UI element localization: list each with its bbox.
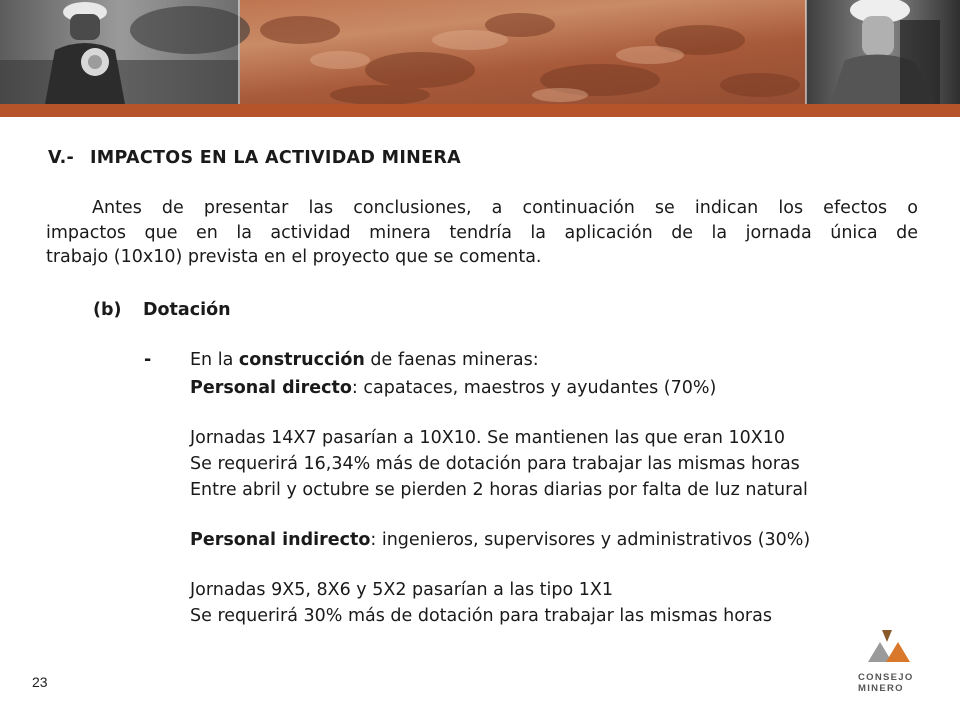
bullet-text (190, 348, 539, 372)
header-banner (0, 0, 960, 104)
direct-staff-line (190, 376, 716, 400)
direct-detail-line: Se requerirá 16,34% más de dotación para trabajar las mismas horas (190, 454, 800, 474)
bullet-dash: - (144, 350, 152, 370)
direct-detail-line: Jornadas 14X7 pasarían a 10X10. Se mantienen las que eran 10X10 (190, 428, 786, 448)
logo-line-1: CONSEJO (858, 672, 914, 683)
intro-line: impactos que en la actividad minera tendría la aplicación de la jornada única de (46, 222, 918, 243)
indirect-staff-label: Personal indirecto (190, 530, 371, 550)
intro-paragraph (46, 196, 918, 270)
intro-line: Antes de presentar las conclusiones, a continuación se indican los efectos o (92, 198, 918, 218)
header-photo-collage (0, 0, 960, 104)
bullet-bold: construcción (238, 350, 365, 370)
page-number: 23 (32, 674, 48, 690)
header-rule (0, 104, 960, 117)
section-title: IMPACTOS EN LA ACTIVIDAD MINERA (90, 148, 461, 168)
bullet-prefix: En la (190, 350, 239, 370)
logo-line-2: MINERO (858, 683, 904, 694)
logo-right-triangle (886, 642, 910, 662)
bullet-suffix: de faenas mineras: (364, 350, 539, 370)
indirect-detail-line: Se requerirá 30% más de dotación para trabajar las mismas horas (190, 606, 772, 626)
indirect-staff-text: : ingenieros, supervisores y administrativos (30%) (370, 530, 811, 550)
section-number: V.- (48, 148, 75, 168)
intro-line: trabajo (10x10) prevista en el proyecto que se comenta. (46, 247, 542, 267)
direct-staff-label: Personal directo (190, 378, 352, 398)
direct-staff-text: : capataces, maestros y ayudantes (70%) (351, 378, 717, 398)
subsection-title: Dotación (143, 300, 231, 320)
subsection-label: (b) (93, 300, 122, 320)
logo-top-triangle (882, 630, 892, 642)
indirect-staff-line (190, 528, 810, 552)
indirect-detail-line: Jornadas 9X5, 8X6 y 5X2 pasarían a las tipo 1X1 (190, 580, 614, 600)
logo-text (858, 672, 922, 694)
direct-detail-line: Entre abril y octubre se pierden 2 horas diarias por falta de luz natural (190, 480, 808, 500)
